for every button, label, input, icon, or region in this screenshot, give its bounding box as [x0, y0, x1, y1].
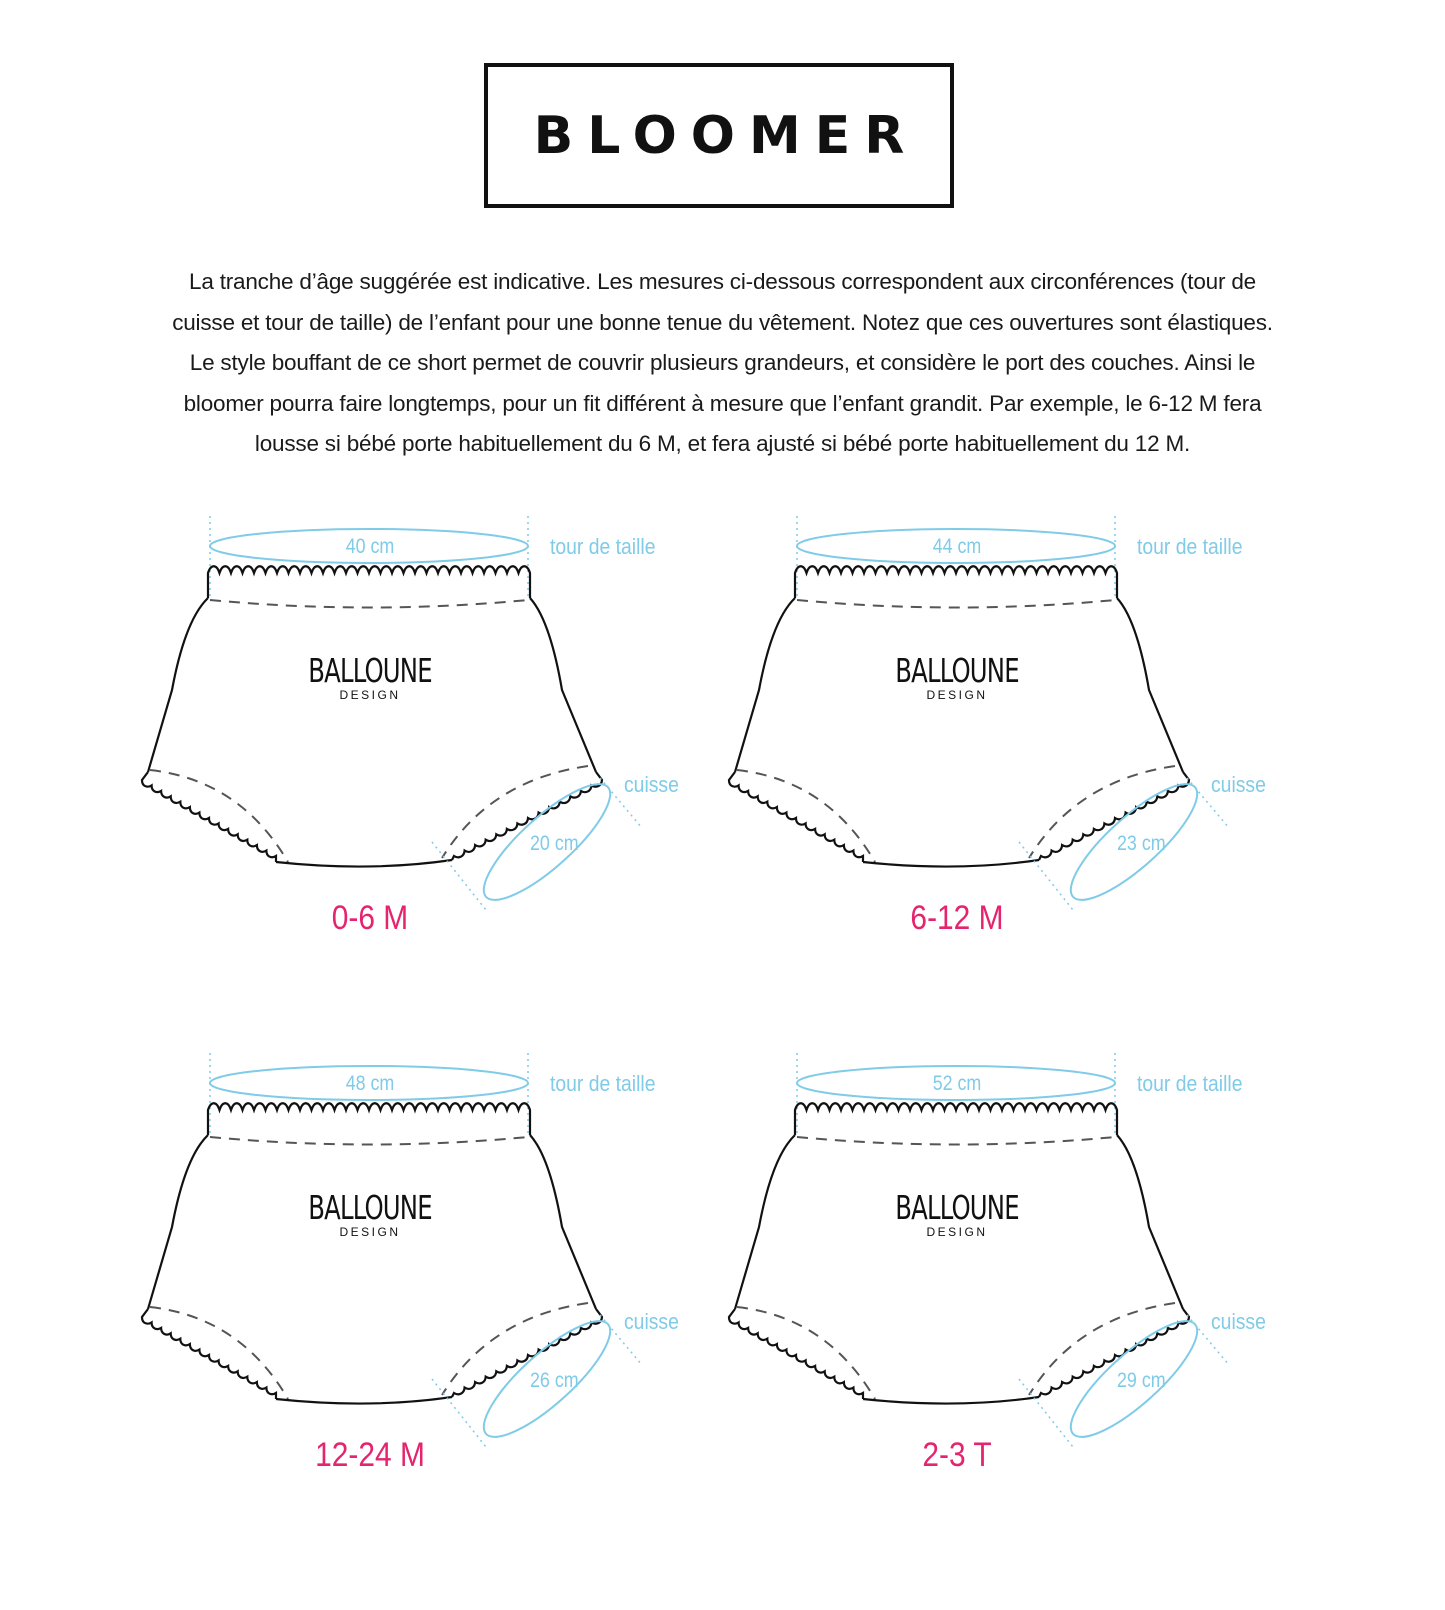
waist-measure: 52 cm — [932, 1072, 982, 1095]
brand-sub: DESIGN — [339, 688, 401, 702]
thigh-label: cuisse — [624, 1309, 679, 1334]
waist-measure: 40 cm — [345, 535, 395, 558]
bloomer-diagram-icon — [130, 510, 690, 930]
thigh-label: cuisse — [1211, 1309, 1266, 1334]
size-panel-0-6m — [130, 510, 770, 990]
brand-sub: DESIGN — [926, 688, 988, 702]
intro-line: lousse si bébé porte habituellement du 6 M, et fera ajusté si bébé porte habituellement du 12 M. — [254, 431, 1191, 456]
waist-label: tour de taille — [550, 534, 656, 559]
bloomer-diagram-icon — [717, 1047, 1277, 1467]
thigh-measure: 23 cm — [1117, 832, 1166, 855]
size-label: 12-24 M — [315, 1436, 425, 1474]
brand-sub: DESIGN — [339, 1225, 401, 1239]
brand-name: BALLOUNE — [895, 651, 1019, 690]
thigh-measure: 20 cm — [530, 832, 579, 855]
size-panel-6-12m — [717, 510, 1357, 990]
brand-logo — [857, 651, 1057, 702]
bloomer-diagram-icon — [130, 1047, 690, 1467]
intro-text — [40, 262, 1405, 465]
title-box — [484, 63, 954, 208]
page-title: BLOOMER — [533, 105, 919, 166]
size-panel-2-3t — [717, 1047, 1357, 1527]
size-panel-12-24m — [130, 1047, 770, 1527]
bloomer-diagram-icon — [717, 510, 1277, 930]
size-label: 2-3 T — [922, 1436, 992, 1474]
brand-name: BALLOUNE — [895, 1188, 1019, 1227]
thigh-label: cuisse — [1211, 772, 1266, 797]
brand-name: BALLOUNE — [308, 1188, 432, 1227]
thigh-measure: 29 cm — [1117, 1369, 1166, 1392]
waist-label: tour de taille — [1137, 534, 1243, 559]
intro-line: Le style bouffant de ce short permet de couvrir plusieurs grandeurs, et considère le port des couches. Ainsi le — [189, 350, 1256, 375]
waist-label: tour de taille — [1137, 1071, 1243, 1096]
brand-sub: DESIGN — [926, 1225, 988, 1239]
thigh-label: cuisse — [624, 772, 679, 797]
brand-logo — [857, 1188, 1057, 1239]
size-label: 0-6 M — [331, 899, 409, 937]
intro-line: La tranche d’âge suggérée est indicative. Les mesures ci-dessous correspondent aux circonférences (tour de — [189, 269, 1256, 294]
intro-line: bloomer pourra faire longtemps, pour un fit différent à mesure que l’enfant grandit. Par exemple, le 6-12 M fera — [183, 390, 1262, 416]
size-label: 6-12 M — [910, 899, 1004, 937]
intro-line: cuisse et tour de taille) de l’enfant pour une bonne tenue du vêtement. Notez que ces ouvertures sont élastiques. — [172, 309, 1273, 335]
brand-logo — [270, 651, 470, 702]
waist-label: tour de taille — [550, 1071, 656, 1096]
waist-measure: 44 cm — [932, 535, 982, 558]
brand-name: BALLOUNE — [308, 651, 432, 690]
thigh-measure: 26 cm — [530, 1369, 579, 1392]
brand-logo — [270, 1188, 470, 1239]
waist-measure: 48 cm — [345, 1072, 395, 1095]
